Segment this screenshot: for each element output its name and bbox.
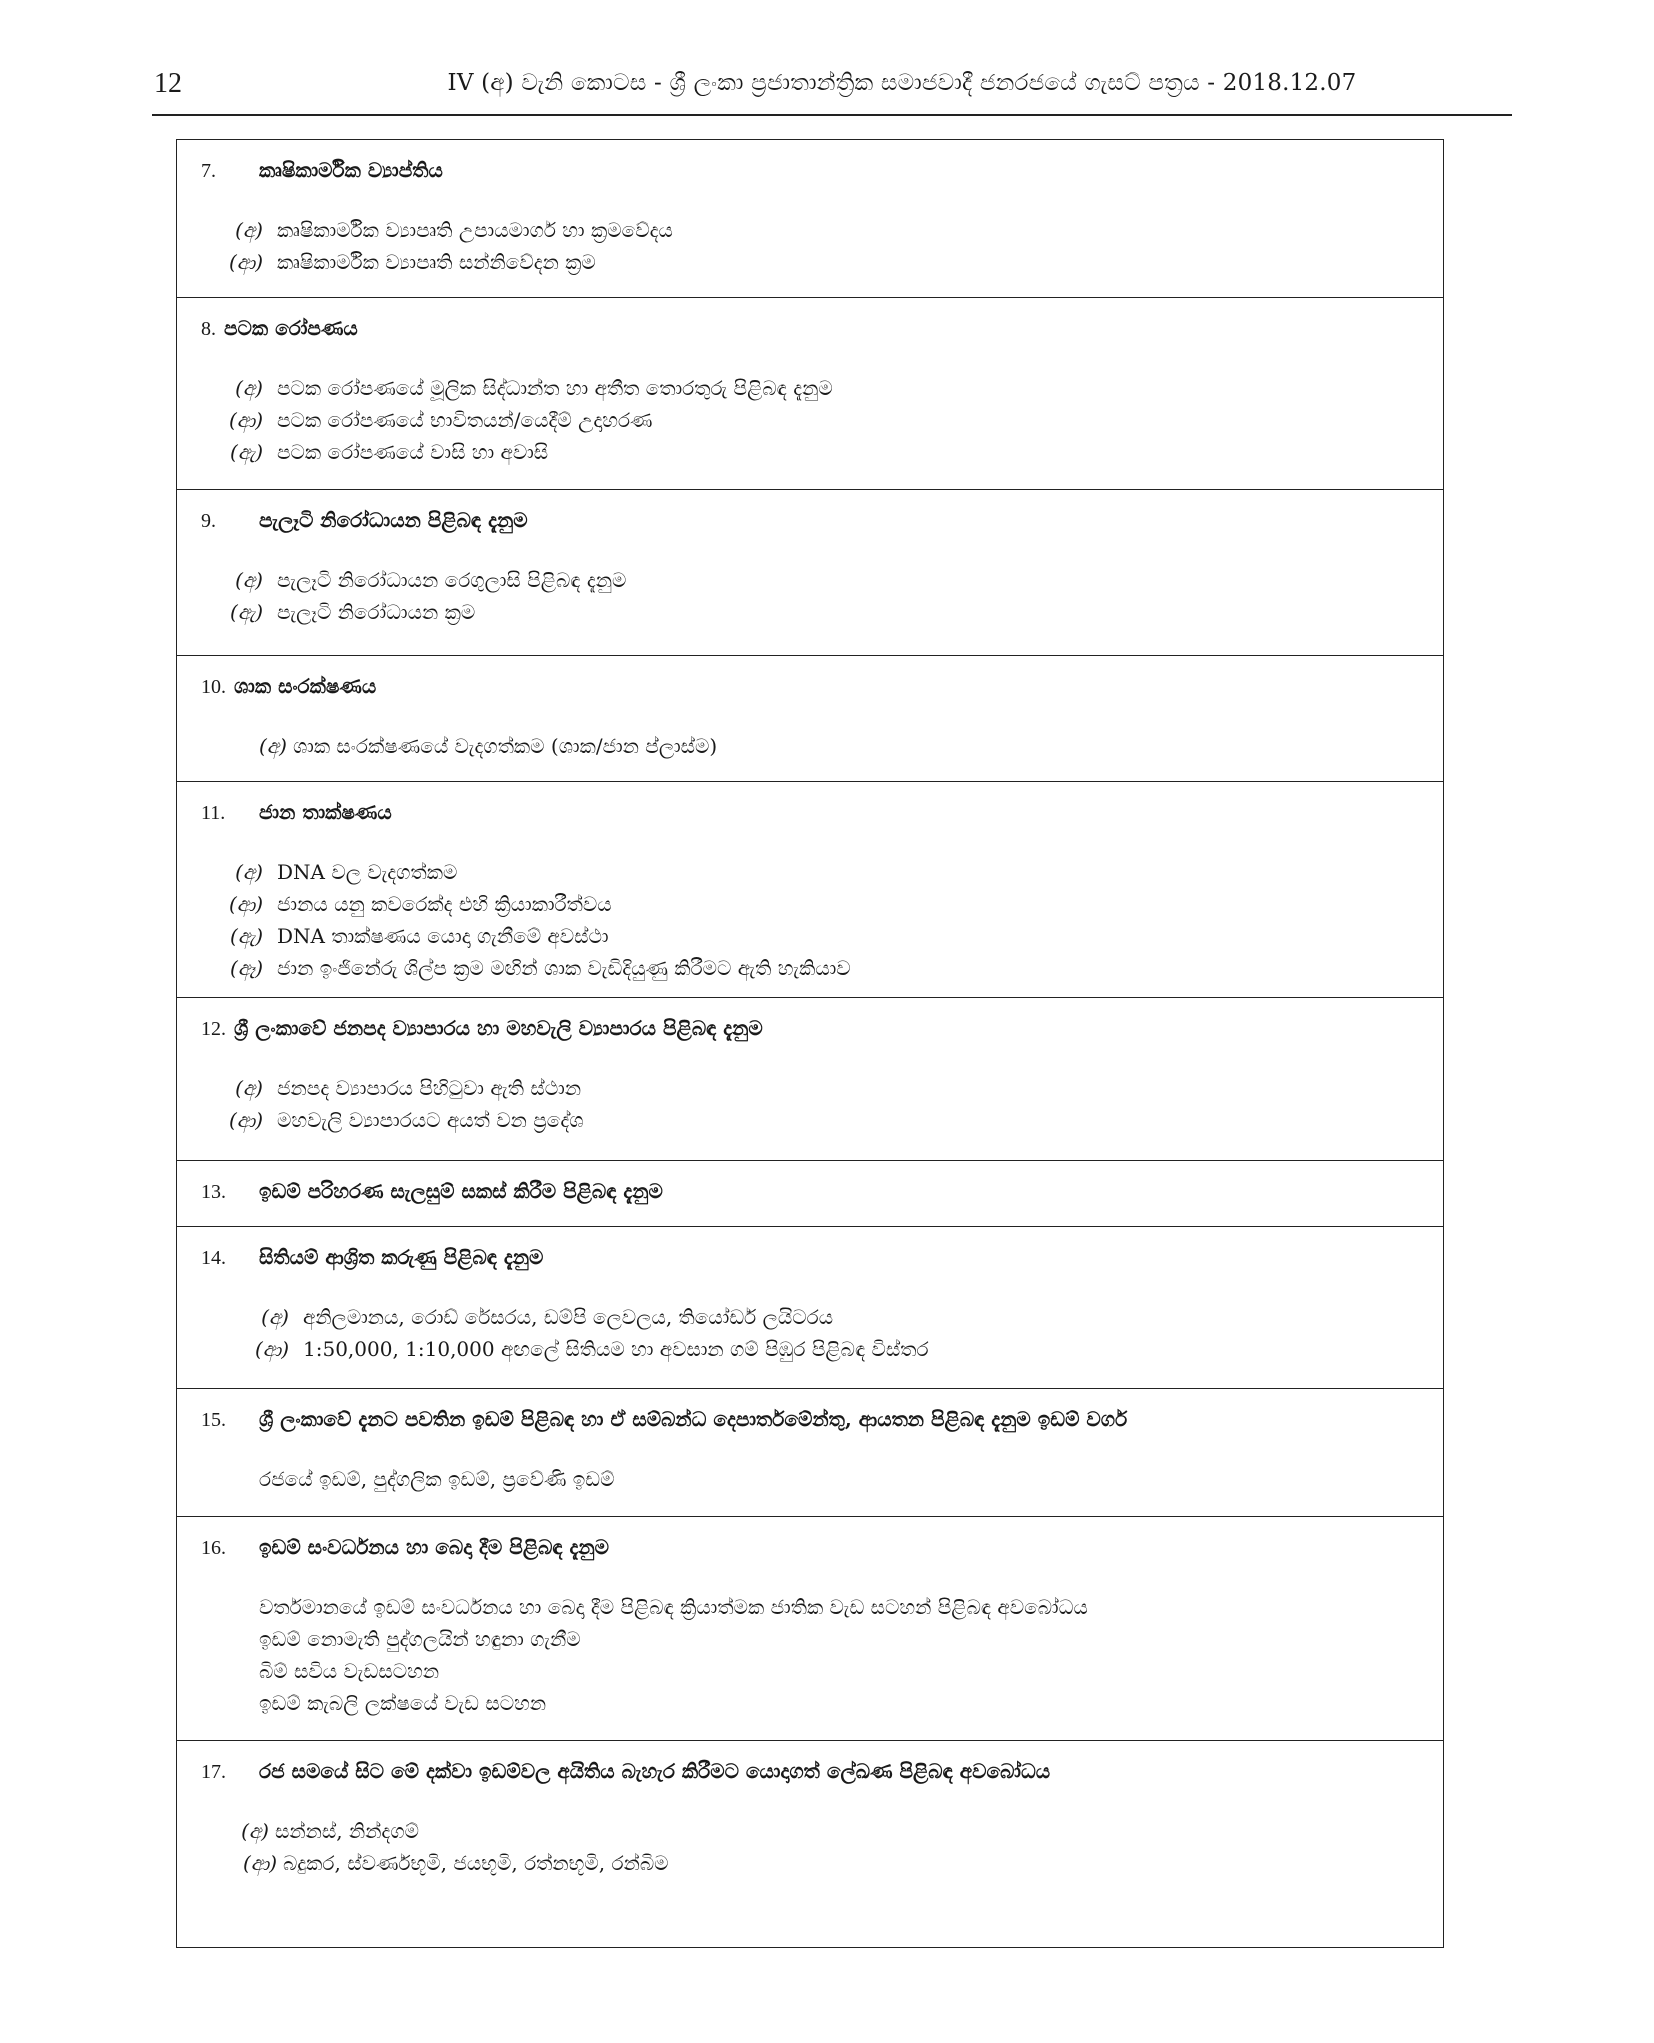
section-17	[177, 1741, 1443, 1947]
section-title: ශ්‍රී ලංකාවේ ජනපද ව්‍යාපාරය හා මහවැලි ව්‍යාපාරය පිළිබඳ දැනුම	[234, 1016, 763, 1040]
section-11	[177, 782, 1443, 998]
section-9	[177, 490, 1443, 656]
page-header	[152, 62, 1512, 116]
list-item	[209, 1851, 1419, 1883]
list-item	[201, 568, 1419, 600]
item-text: DNA වල වැදගත්කම	[277, 860, 458, 884]
item-marker: (ඇ)	[230, 440, 263, 464]
section-number: 11.	[201, 802, 226, 824]
section-number: 12.	[201, 1018, 226, 1040]
section-number: 10.	[201, 676, 226, 698]
item-marker: (අ)	[235, 376, 263, 400]
item-marker: (ආ)	[254, 1337, 289, 1361]
item-marker: (ආ)	[228, 892, 263, 916]
item-text: කෘෂිකාර්මික ව්‍යාපෘති සන්නිවේදන ක්‍රම	[277, 250, 596, 274]
item-marker: (ඈ)	[230, 956, 263, 980]
running-title: IV (අ) වැනි කොටස - ශ්‍රී ලංකා ප්‍රජාතාන්ත්‍රික සමාජවාදී ජනරජයේ ගැසට් පත්‍රය - 2018.12.07	[447, 70, 1357, 96]
list-item	[201, 892, 1419, 924]
item-marker: (ඇ)	[230, 600, 263, 624]
list-item	[201, 1076, 1419, 1108]
list-item	[201, 1108, 1419, 1140]
item-marker: (ආ)	[228, 250, 263, 274]
item-marker: (අ)	[259, 734, 287, 758]
list-item	[201, 956, 1419, 988]
section-15	[177, 1389, 1443, 1517]
item-text: ජනපද ව්‍යාපාරය පිහිටුවා ඇති ස්ථාන	[277, 1076, 582, 1100]
list-item	[227, 1305, 1419, 1337]
list-item	[201, 218, 1419, 250]
item-text: 1:50,000, 1:10,000 අඟලේ සිතියම හා අවසාන ගම් පිඹුර පිළිබඳ විස්තර	[303, 1337, 929, 1361]
section-title: කෘෂිකාර්මික ව්‍යාප්තිය	[259, 158, 443, 182]
item-marker: (ඇ)	[230, 924, 263, 948]
section-title: ජාන තාක්ෂණය	[259, 800, 392, 824]
item-marker: (අ)	[235, 860, 263, 884]
item-text: පටක රෝපණයේ භාවිතයන්/යෙදීම් උදාහරණ	[277, 408, 653, 432]
section-number: 7.	[201, 160, 216, 182]
text-line: රජයේ ඉඩම්, පුද්ගලික ඉඩම්, ප්‍රවේණි ඉඩම්	[259, 1467, 615, 1491]
section-number: 8.	[201, 318, 216, 340]
item-text: අනිලමානය, රොඩ් රේසරය, ඩම්පි ලෙවලය, තියෝඩර් ලයිටරය	[303, 1305, 834, 1329]
item-marker: (අ)	[261, 1305, 289, 1329]
item-text: ජානය යනු කවරෙක්ද එහි ක්‍රියාකාරීත්වය	[277, 892, 612, 916]
item-text: පැලෑටි නිරෝධායන රෙගුලාසි පිළිබඳ දැනුම	[277, 568, 627, 592]
section-number: 14.	[201, 1247, 226, 1269]
item-text: DNA තාක්ෂණය යොදා ගැනීමේ අවස්ථා	[277, 924, 609, 948]
list-item	[201, 734, 1419, 766]
item-text: සන්නස්, නින්දගම්	[275, 1819, 419, 1843]
section-title: ඉඩම් පරිහරණ සැලසුම් සකස් කිරීම පිළිබඳ දැනුම	[259, 1179, 663, 1203]
list-item	[201, 860, 1419, 892]
list-item	[201, 408, 1419, 440]
section-number: 17.	[201, 1761, 226, 1783]
section-12	[177, 998, 1443, 1161]
list-item	[201, 250, 1419, 282]
section-title: ශ්‍රී ලංකාවේ දැනට පවතින ඉඩම් පිළිබඳ හා ඒ සම්බන්ධ දෙපාර්තමේන්තු, ආයතන පිළිබඳ දැනුම ඉඩම් වර්ග	[259, 1407, 1128, 1431]
section-title: රජ සමයේ සිට මේ දක්වා ඉඩම්වල අයිතිය බැහැර කිරීමට යොදාගත් ලේඛණ පිළිබඳ අවබෝධය	[259, 1759, 1051, 1783]
item-marker: (අ)	[235, 1076, 263, 1100]
item-text: මහවැලි ව්‍යාපාරයට අයත් වන ප්‍රදේශ	[277, 1108, 584, 1132]
list-item	[227, 1337, 1419, 1369]
item-marker: (අ)	[241, 1819, 269, 1843]
list-item	[201, 924, 1419, 956]
list-item	[209, 1819, 1419, 1851]
section-title: ඉඩම් සංවර්ධනය හා බෙදා දීම පිළිබඳ දැනුම	[259, 1535, 610, 1559]
section-title: සිතියම් ආශ්‍රිත කරුණු පිළිබඳ දැනුම	[259, 1245, 544, 1269]
item-marker: (ආ)	[228, 408, 263, 432]
content-table	[176, 139, 1444, 1948]
text-line: ඉඩම් නොමැති පුද්ගලයින් හඳුනා ගැනීම	[259, 1627, 581, 1651]
section-14	[177, 1227, 1443, 1389]
section-number: 15.	[201, 1409, 226, 1431]
item-marker: (ආ)	[242, 1851, 277, 1875]
section-number: 16.	[201, 1537, 226, 1559]
page-number: 12	[154, 68, 182, 99]
section-10	[177, 656, 1443, 782]
list-item	[201, 600, 1419, 632]
section-8	[177, 298, 1443, 490]
section-title: ශාක සංරක්ෂණය	[234, 674, 377, 698]
item-marker: (අ)	[235, 568, 263, 592]
item-text: පැලෑටි නිරෝධායන ක්‍රම	[277, 600, 476, 624]
item-text: ශාක සංරක්ෂණයේ වැදගත්කම (ශාක/ජාන ප්ලාස්ම)	[292, 734, 718, 758]
section-7	[177, 140, 1443, 298]
section-title: පටක රෝපණය	[224, 316, 358, 340]
list-item	[201, 440, 1419, 472]
section-number: 13.	[201, 1181, 226, 1203]
item-text: කෘෂිකාර්මික ව්‍යාපෘති උපායමාර්ග හා ක්‍රමවේදය	[277, 218, 673, 242]
section-16	[177, 1517, 1443, 1741]
item-marker: (ආ)	[228, 1108, 263, 1132]
item-marker: (අ)	[235, 218, 263, 242]
item-text: බදුකර, ස්වර්ණභූමි, ජයභූමි, රත්නභූමි, රන්බිම	[283, 1851, 669, 1875]
item-text: ජාන ඉංජිනේරු ශිල්ප ක්‍රම මඟින් ශාක වැඩිදියුණු කිරීමට ඇති හැකියාව	[277, 956, 851, 980]
text-line: බිම් සවිය වැඩසටහන	[259, 1659, 440, 1683]
item-text: පටක රෝපණයේ මූලික සිද්ධාන්ත හා අතීත තොරතුරු පිළිබඳ දැනුම	[277, 376, 833, 400]
text-line: ඉඩම් කැබලි ලක්ෂයේ වැඩ සටහන	[259, 1691, 547, 1715]
section-number: 9.	[201, 510, 216, 532]
section-13	[177, 1161, 1443, 1227]
item-text: පටක රෝපණයේ වාසි හා අවාසි	[277, 440, 549, 464]
text-line: වර්තමානයේ ඉඩම් සංවර්ධනය හා බෙදා දීම පිළිබඳ ක්‍රියාත්මක ජාතික වැඩ සටහන් පිළිබඳ අවබෝධය	[259, 1595, 1088, 1619]
section-title: පැලෑටි නිරෝධායන පිළිබඳ දැනුම	[259, 508, 528, 532]
list-item	[201, 376, 1419, 408]
